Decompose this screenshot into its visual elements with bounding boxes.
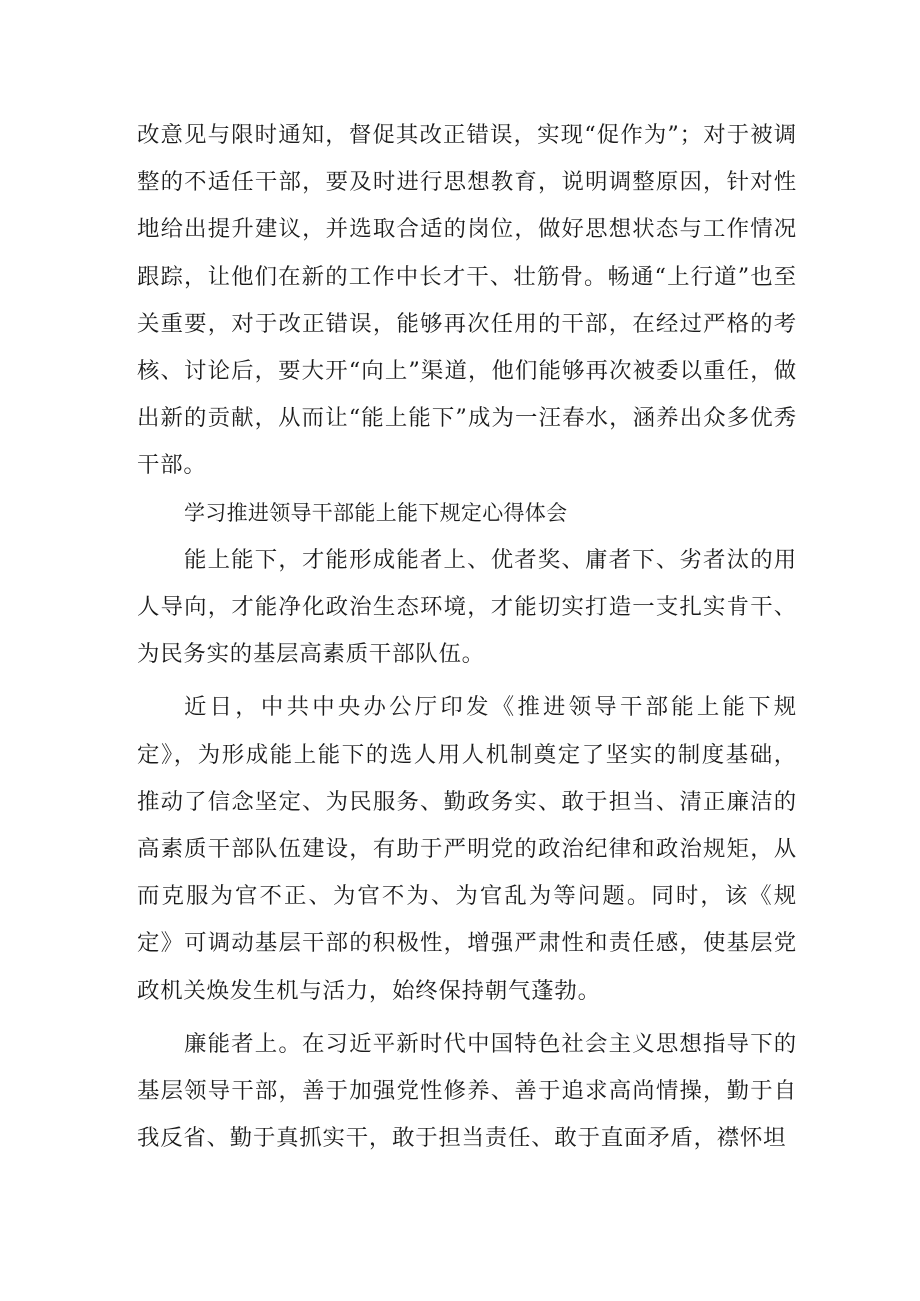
paragraph-continuation: 改意见与限时通知，督促其改正错误，实现“促作为”；对于被调整的不适任干部，要及时进行思想教育，说明调整原因，针对性地给出提升建议，并选取合适的岗位，做好思想状态与工作情况跟踪，让他们在新的工作中长才干、壮筋骨。畅通“上行道”也至关重要，对于改正错误，能够再次任用的干部，在经过严格的考核、讨论后，要大开“向上”渠道，他们能够再次被委以重任，做出新的贡献，从而让“能上能下”成为一汪春水，涵养出众多优秀干部。 bbox=[137, 122, 797, 479]
paragraph-intro: 能上能下，才能形成能者上、优者奖、庸者下、劣者汰的用人导向，才能净化政治生态环境，才能切实打造一支扎实肯干、为民务实的基层高素质干部队伍。 bbox=[137, 546, 797, 668]
paragraph-background: 近日，中共中央办公厅印发《推进领导干部能上能下规定》，为形成能上能下的选人用人机制奠定了坚实的制度基础，推动了信念坚定、为民服务、勤政务实、敢于担当、清正廉洁的高素质干部队伍建设，有助于严明党的政治纪律和政治规矩，从而克服为官不正、为官不为、为官乱为等问题。同时，该《规定》可调动基层干部的积极性，增强严肃性和责任感，使基层党政机关焕发生机与活力，始终保持朝气蓬勃。 bbox=[137, 694, 797, 1004]
paragraph-point-one: 廉能者上。在习近平新时代中国特色社会主义思想指导下的基层领导干部，善于加强党性修养、善于追求高尚情操，勤于自我反省、勤于真抓实干，敢于担当责任、敢于直面矛盾，襟怀坦 bbox=[137, 1030, 797, 1152]
section-heading: 学习推进领导干部能上能下规定心得体会 bbox=[184, 500, 568, 525]
document-page bbox=[137, 112, 797, 1162]
